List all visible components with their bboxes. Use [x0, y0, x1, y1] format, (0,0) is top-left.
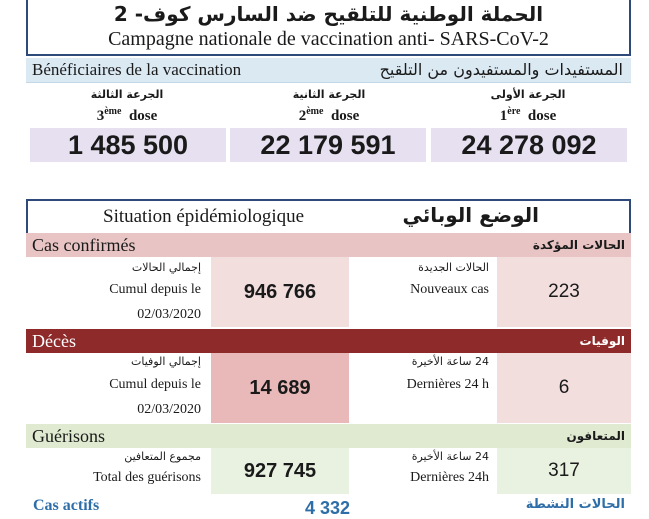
confirmed-label-ar: الحالات المؤكدة: [532, 238, 625, 252]
deaths-new-fr: Dernières 24 h: [406, 377, 489, 392]
recovered-new-value: 317: [497, 448, 631, 494]
recovered-cumul-fr: Total des guérisons: [93, 470, 201, 485]
recovered-cumul-value: 927 745: [211, 448, 349, 494]
recovered-cumul-ar: مجموع المتعافين: [124, 450, 201, 463]
active-cases-value: 4 332: [305, 498, 351, 518]
recovered-label-fr: Guérisons: [32, 426, 105, 446]
confirmed-cumul-label-cell: [26, 257, 211, 327]
deaths-cumul-value: 14 689: [211, 353, 349, 423]
dose1-value: 24 278 092: [431, 128, 627, 162]
confirmed-cumul-ar: إجمالي الحالات: [131, 261, 201, 274]
beneficiaries-label-ar: المستفيدات والمستفيدون من التلقيح: [379, 60, 623, 79]
epidemiology-header: [26, 199, 631, 233]
beneficiaries-band: [26, 58, 631, 83]
dose2-label-ar: الجرعة الثانية: [292, 88, 366, 101]
campaign-title-fr: Campagne nationale de vaccination anti- SARS-CoV-2: [108, 28, 549, 50]
confirmed-new-label-cell: [349, 257, 497, 327]
campaign-header: [26, 0, 631, 56]
confirmed-band: [26, 233, 631, 257]
recovered-new-label-cell: [349, 448, 497, 494]
recovered-cumul-label-cell: [26, 448, 211, 494]
dose3-value: 1 485 500: [30, 128, 226, 162]
confirmed-cumul-value: 946 766: [211, 257, 349, 327]
epidemiology-title-fr: Situation épidémiologique: [103, 206, 305, 227]
deaths-new-value: 6: [497, 353, 631, 423]
confirmed-label-fr: Cas confirmés: [32, 235, 136, 255]
confirmed-cumul-fr-1: Cumul depuis le: [109, 282, 201, 297]
deaths-cumul-fr-2: 02/03/2020: [137, 402, 201, 417]
dose3-label-ar: الجرعة الثالثة: [90, 88, 164, 101]
deaths-band: [26, 329, 631, 353]
beneficiaries-label-fr: Bénéficiaires de la vaccination: [32, 60, 242, 79]
dose2-label-fr: 2ème dose: [298, 106, 360, 124]
deaths-label-fr: Décès: [32, 331, 76, 351]
dose1-label-fr: 1ère dose: [499, 106, 557, 124]
deaths-label-ar: الوفيات: [579, 334, 625, 348]
confirmed-new-fr: Nouveaux cas: [410, 282, 489, 297]
dose1-label-ar: الجرعة الأولى: [490, 88, 566, 101]
confirmed-new-ar: الحالات الجديدة: [418, 261, 489, 274]
dose2-value: 22 179 591: [230, 128, 426, 162]
recovered-band: [26, 424, 631, 448]
deaths-new-label-cell: [349, 353, 497, 423]
campaign-title-ar: الحملة الوطنية للتلقيح ضد السارس كوف- 2: [113, 2, 544, 26]
recovered-label-ar: المتعافون: [566, 429, 625, 443]
dose3-label-fr: 3ème dose: [96, 106, 158, 124]
active-cases-label-fr: Cas actifs: [33, 497, 100, 514]
active-cases-label-ar: الحالات النشطة: [525, 497, 625, 512]
confirmed-cumul-fr-2: 02/03/2020: [137, 307, 201, 322]
deaths-cumul-fr-1: Cumul depuis le: [109, 377, 201, 392]
deaths-new-ar: 24 ساعة الأخيرة: [411, 355, 489, 368]
deaths-cumul-ar: إجمالي الوفيات: [131, 355, 201, 368]
deaths-cumul-label-cell: [26, 353, 211, 423]
recovered-new-fr: Dernières 24h: [410, 470, 489, 485]
epidemiology-title-ar: الوضع الوبائي: [402, 203, 539, 227]
confirmed-new-value: 223: [497, 257, 631, 327]
recovered-new-ar: 24 ساعة الأخيرة: [411, 450, 489, 463]
